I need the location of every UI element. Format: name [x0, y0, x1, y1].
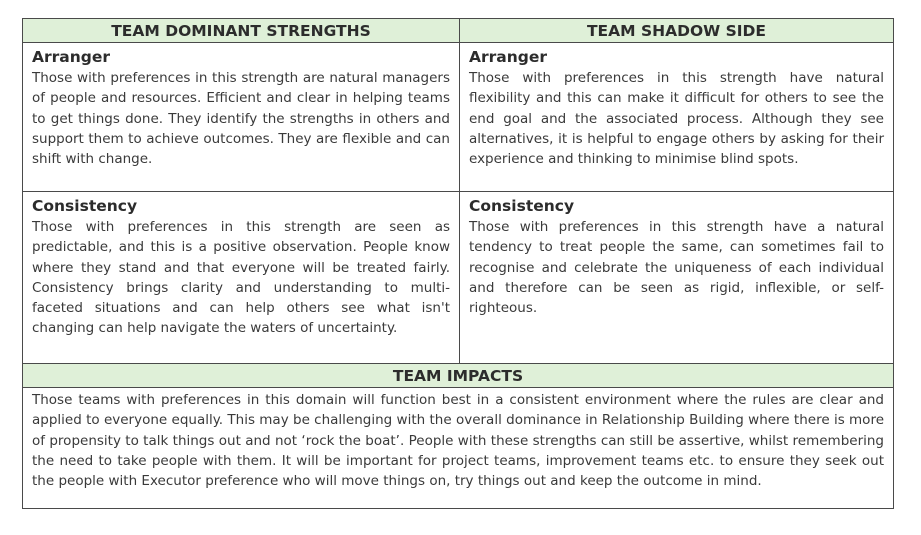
- cell-arranger-shadow: [460, 43, 893, 191]
- cell-team-impacts: [23, 388, 893, 508]
- cell-text: Those with preferences in this strength are seen as predictable, and this is a positive observation. People know where they stand and that everyone will be treated fairly. Consistency brings clarity and understanding to multi-faceted situations and can help others see what isn't changing can help navigate the waters of uncertainty.: [32, 219, 450, 337]
- cell-text: Those teams with preferences in this domain will function best in a consistent environment where the rules are clear and applied to everyone equally. This may be challenging with the overall dominance in Relationship Building where there is more of propensity to talk things out and not ‘rock the boat’. People with these strengths can still be assertive, whilst remembering the need to take people with them. It will be important for project teams, improvement teams etc. to ensure they seek out the people with Executor preference who will move things on, try things out and keep the outcome in mind.: [32, 392, 884, 490]
- cell-arranger-strength: [23, 43, 459, 191]
- header-team-impacts: TEAM IMPACTS: [23, 364, 893, 388]
- cell-text: Those with preferences in this strength have a natural tendency to treat people the same, can sometimes fail to recognise and celebrate the uniqueness of each individual and therefore can be seen as rigid, inflexible, or self-righteous.: [469, 219, 884, 317]
- header-team-shadow-side: TEAM SHADOW SIDE: [460, 19, 893, 43]
- cell-title: Consistency: [469, 197, 575, 215]
- cell-text: Those with preferences in this strength have natural flexibility and this can make it difficult for others to see the end goal and the associated process. Although they see alternatives, it is helpful to engage others by asking for their experience and thinking to minimise blind spots.: [469, 70, 884, 168]
- header-team-dominant-strengths: TEAM DOMINANT STRENGTHS: [23, 19, 459, 43]
- strengths-table: [22, 18, 894, 509]
- cell-consistency-shadow: [460, 192, 893, 363]
- cell-title: Arranger: [32, 48, 111, 66]
- cell-text: Those with preferences in this strength are natural managers of people and resources. Efficient and clear in helping teams to get things done. They identify the strengths in others and support them to achieve outcomes. They are flexible and can shift with change.: [32, 70, 450, 168]
- cell-consistency-strength: [23, 192, 459, 363]
- cell-title: Consistency: [32, 197, 138, 215]
- cell-title: Arranger: [469, 48, 548, 66]
